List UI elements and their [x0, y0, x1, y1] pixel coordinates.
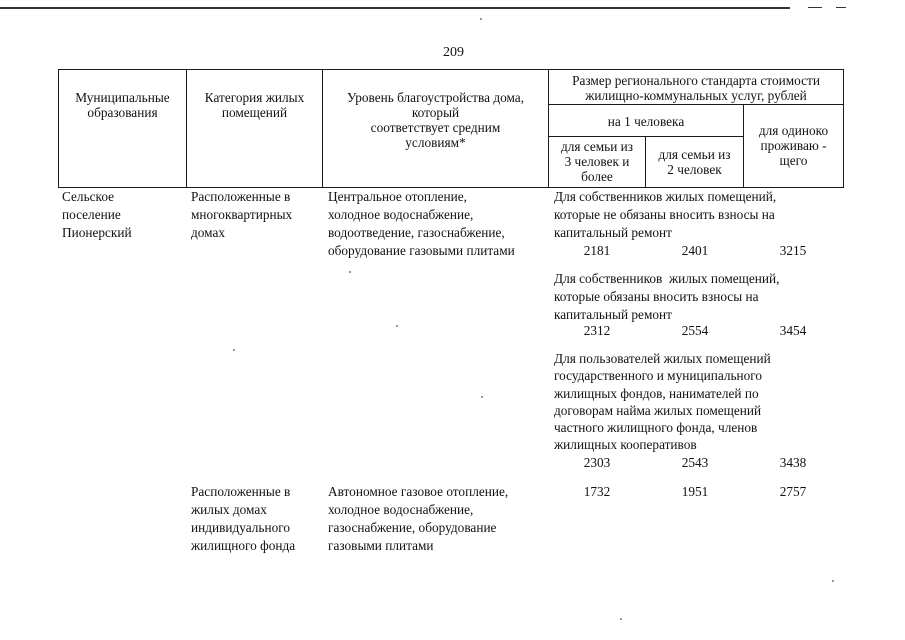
group3-value-single: 3438 — [779, 455, 807, 470]
group2-value-family2: 2554 — [681, 323, 709, 338]
header-single: для одиноко проживаю - щего — [758, 123, 829, 168]
header-family-2: для семьи из 2 человек — [658, 147, 731, 177]
group3-value-family2: 2543 — [681, 455, 709, 470]
header-municipalities: Муниципальные образования — [75, 90, 170, 120]
row2-amenity-level: Автономное газовое отопление, холодное водоснабжение, газоснабжение, оборудование газовыми плитами — [328, 484, 509, 553]
header-amenity-level: Уровень благоустройства дома, который соответствует средним условиям* — [346, 90, 525, 150]
row2-value-family3: 1732 — [583, 484, 611, 499]
group1-value-family3: 2181 — [583, 243, 611, 258]
header-per-person: на 1 человека — [607, 114, 685, 129]
group1-title: Для собственников жилых помещений, которые не обязаны вносить взносы на капитальный ремонт — [554, 189, 777, 240]
header-standard-size: Размер регионального стандарта стоимости жилищно-коммунальных услуг, рублей — [572, 73, 820, 103]
group2-value-family3: 2312 — [583, 323, 611, 338]
top-scan-rule — [0, 7, 790, 9]
header-category: Категория жилых помещений — [204, 90, 305, 120]
page-number: 209 — [443, 45, 464, 60]
row2-value-single: 2757 — [779, 484, 807, 499]
group2-title: Для собственников жилых помещений, которые обязаны вносить взносы на капитальный ремонт — [554, 271, 780, 322]
group3-value-family3: 2303 — [583, 455, 611, 470]
group3-title: Для пользователей жилых помещений государственного и муниципального жилищных фондов, нанимателей по договорам найма жилых помещений частного жилищного фонда, членов жилищных кооперативов — [554, 351, 771, 453]
group1-value-family2: 2401 — [681, 243, 709, 258]
group2-value-single: 3454 — [779, 323, 807, 338]
top-scan-rule-fragment — [836, 7, 846, 8]
group1-value-single: 3215 — [779, 243, 807, 258]
row1-amenity-level: Центральное отопление, холодное водоснабжение, водоотведение, газоснабжение, оборудование газовыми плитами — [328, 189, 515, 258]
row2-category: Расположенные в жилых домах индивидуального жилищного фонда — [191, 484, 296, 553]
row1-category: Расположенные в многоквартирных домах — [191, 189, 293, 240]
header-family-3: для семьи из 3 человек и более — [560, 139, 634, 184]
municipality-name: Сельское поселение Пионерский — [62, 189, 132, 240]
top-scan-rule-fragment — [808, 7, 822, 8]
row2-value-family2: 1951 — [681, 484, 709, 499]
